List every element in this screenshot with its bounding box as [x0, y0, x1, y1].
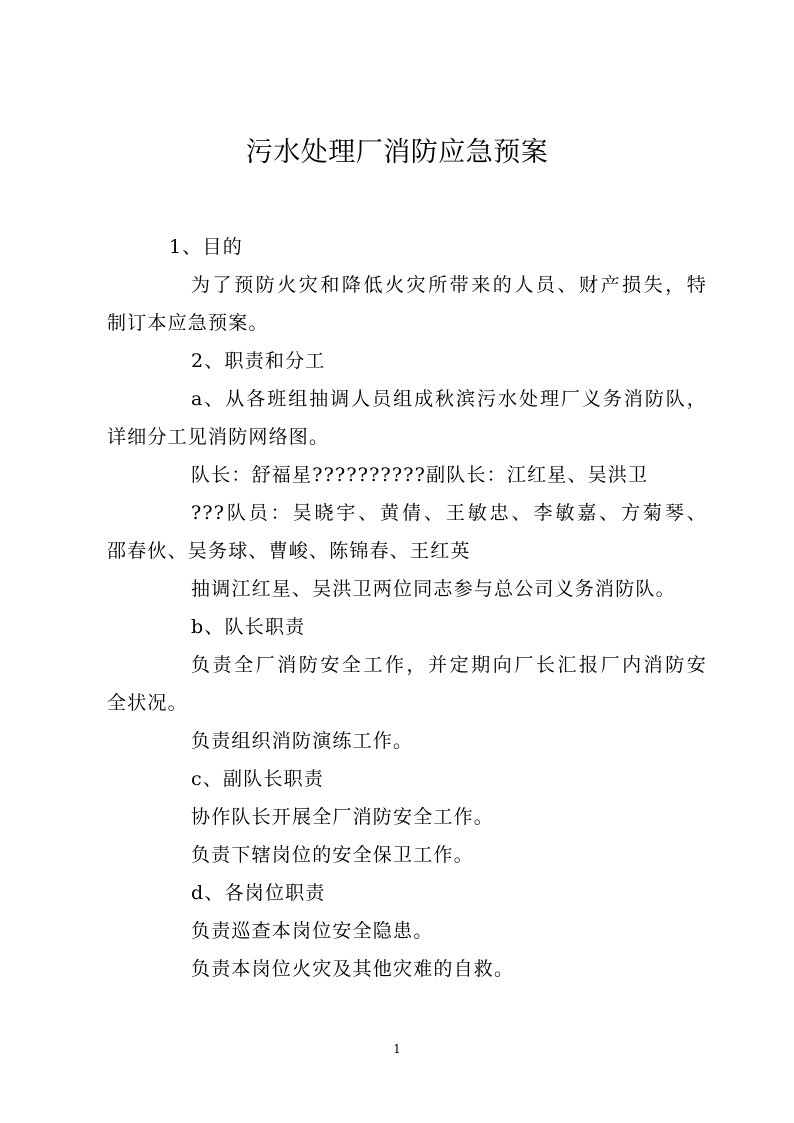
- paragraph-line: 负责下辖岗位的安全保卫工作。: [191, 844, 474, 866]
- paragraph-line: 详细分工见消防网络图。: [107, 426, 330, 448]
- page-number: 1: [393, 1042, 401, 1056]
- team-members-line: 邵春伙、吴务球、曹峻、陈锦春、王红英: [107, 540, 471, 562]
- paragraph-line: 协作队长开展全厂消防安全工作。: [191, 806, 495, 828]
- document-title: 污水处理厂消防应急预案: [245, 137, 549, 168]
- subsection-heading-leader-duties: b、队长职责: [191, 616, 306, 638]
- team-members-line: ???队员：吴晓宇、黄倩、王敏忠、李敏嘉、方菊琴、: [191, 502, 707, 524]
- document-body: [107, 228, 707, 988]
- section-heading-duties: 2、职责和分工: [191, 350, 326, 372]
- paragraph-line: 负责巡查本岗位安全隐患。: [191, 920, 434, 942]
- subsection-heading-post-duties: d、各岗位职责: [191, 882, 326, 904]
- paragraph-line: 负责本岗位火灾及其他灾难的自救。: [191, 958, 515, 980]
- team-leader-line: 队长：舒福星??????????副队长：江红星、吴洪卫: [191, 464, 649, 486]
- paragraph-line: 制订本应急预案。: [107, 312, 269, 334]
- paragraph-line: a、从各班组抽调人员组成秋滨污水处理厂义务消防队，: [191, 388, 707, 410]
- section-heading-purpose: 1、目的: [169, 236, 243, 258]
- paragraph-line: 负责全厂消防安全工作，并定期向厂长汇报厂内消防安: [191, 654, 707, 676]
- subsection-heading-deputy-duties: c、副队长职责: [191, 768, 325, 790]
- paragraph-line: 为了预防火灾和降低火灾所带来的人员、财产损失，特: [191, 274, 707, 296]
- paragraph-line: 负责组织消防演练工作。: [191, 730, 414, 752]
- paragraph-line: 抽调江红星、吴洪卫两位同志参与总公司义务消防队。: [191, 578, 676, 600]
- paragraph-line: 全状况。: [107, 692, 188, 714]
